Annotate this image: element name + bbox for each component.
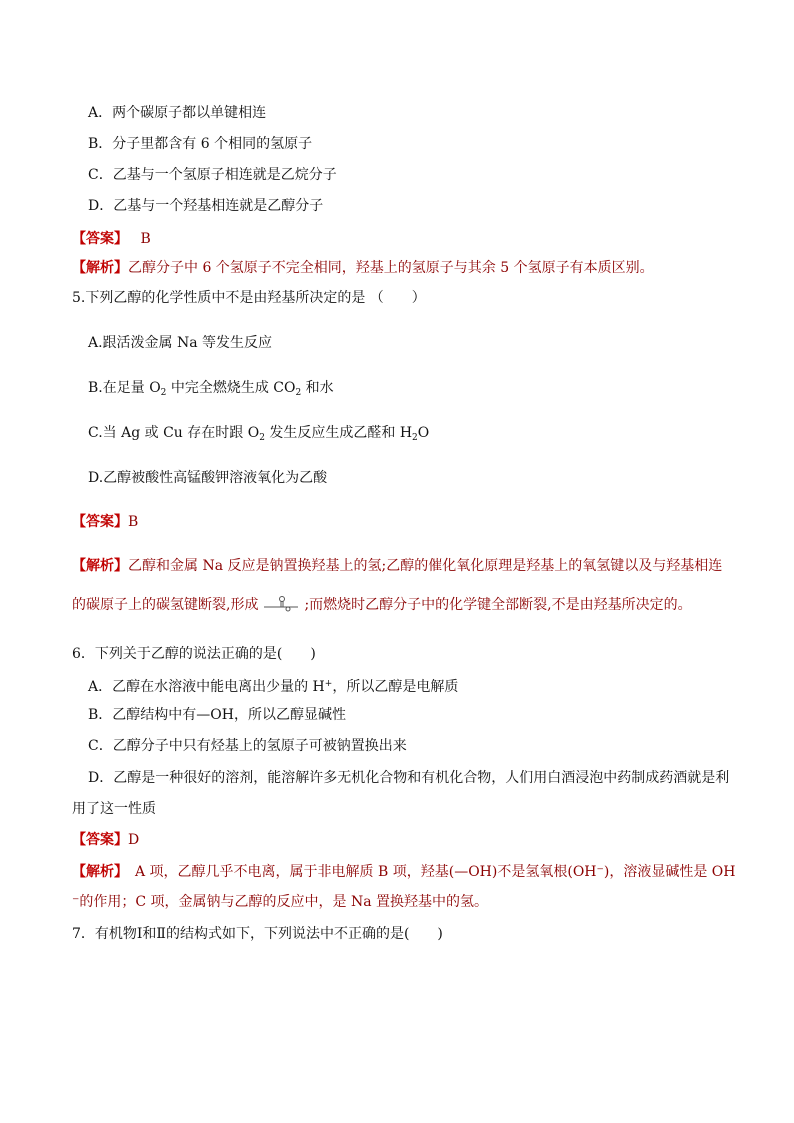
q5-analysis-line-1: 【解析】乙醇和金属 Na 反应是钠置换羟基上的氢;乙醇的催化氧化原理是羟基上的氧氢键以及与羟基相连 xyxy=(72,558,723,574)
q5-option-a: A.跟活泼金属 Na 等发生反应 xyxy=(88,335,273,351)
q6-answer: D xyxy=(128,832,140,848)
q6-option-a: A．乙醇在水溶液中能电离出少量的 H+，所以乙醇是电解质 xyxy=(88,679,459,695)
analysis-tag: 【解析】 xyxy=(72,260,128,276)
q4-answer-line xyxy=(72,229,151,249)
q4-analysis-line xyxy=(72,258,654,278)
analysis-tag: 【解析】 xyxy=(72,864,121,880)
carbonyl-structure-icon xyxy=(262,595,300,613)
q4-option-a: A．两个碳原子都以单键相连 xyxy=(88,105,267,121)
q5-option-d: D.乙醇被酸性高锰酸钾溶液氧化为乙酸 xyxy=(88,470,328,486)
answer-tag: 【答案】 xyxy=(72,231,128,247)
q4-option-b: B．分子里都含有 6 个相同的氢原子 xyxy=(88,136,313,152)
q6-analysis-line-2: ⁻的作用；C 项，金属钠与乙醇的反应中，是 Na 置换羟基中的氢。 xyxy=(72,894,489,910)
answer-tag: 【答案】 xyxy=(72,514,128,530)
q5-stem: 5.下列乙醇的化学性质中不是由羟基所决定的是 （ ） xyxy=(72,290,426,306)
q6-option-c: C．乙醇分子中只有烃基上的氢原子可被钠置换出来 xyxy=(88,738,407,754)
q4-option-d: D．乙基与一个羟基相连就是乙醇分子 xyxy=(88,198,324,214)
q6-answer-line xyxy=(72,830,139,850)
answer-tag: 【答案】 xyxy=(72,832,128,848)
q6-stem: 6．下列关于乙醇的说法正确的是( ) xyxy=(72,646,316,662)
q6-analysis-line-1: 【解析】 A 项，乙醇几乎不电离，属于非电解质 B 项，羟基(—OH)不是氢氧根(OH⁻)，溶液显碱性是 OH xyxy=(72,864,736,880)
q5-answer: B xyxy=(128,514,139,530)
q7-stem: 7．有机物Ⅰ和Ⅱ的结构式如下，下列说法中不正确的是( ) xyxy=(72,926,443,942)
q5-option-c: C.当 Ag 或 Cu 存在时跟 $O_2$ 发生反应生成乙醛和 $H_2O$ xyxy=(88,425,430,443)
q4-answer: B xyxy=(140,231,151,247)
analysis-tag: 【解析】 xyxy=(72,558,128,574)
q4-option-c: C．乙基与一个氢原子相连就是乙烷分子 xyxy=(88,167,337,183)
q5-answer-line xyxy=(72,512,138,532)
q6-option-b: B．乙醇结构中有—OH，所以乙醇显碱性 xyxy=(88,707,346,723)
q4-analysis: 乙醇分子中 6 个氢原子不完全相同，羟基上的氢原子与其余 5 个氢原子有本质区别。 xyxy=(128,260,654,276)
q6-option-d-line-1: D．乙醇是一种很好的溶剂，能溶解许多无机化合物和有机化合物，人们用白酒浸泡中药制成药酒就是利 xyxy=(88,770,730,786)
q6-option-d-line-2: 用了这一性质 xyxy=(72,801,156,817)
q5-analysis-line-2: 的碳原子上的碳氢键断裂,形成 ;而燃烧时乙醇分子中的化学键全部断裂,不是由羟基所决定的。 xyxy=(72,597,692,613)
q5-option-b: B.在足量 $O_2$ 中完全燃烧生成 $CO_2$ 和水 xyxy=(88,380,334,398)
